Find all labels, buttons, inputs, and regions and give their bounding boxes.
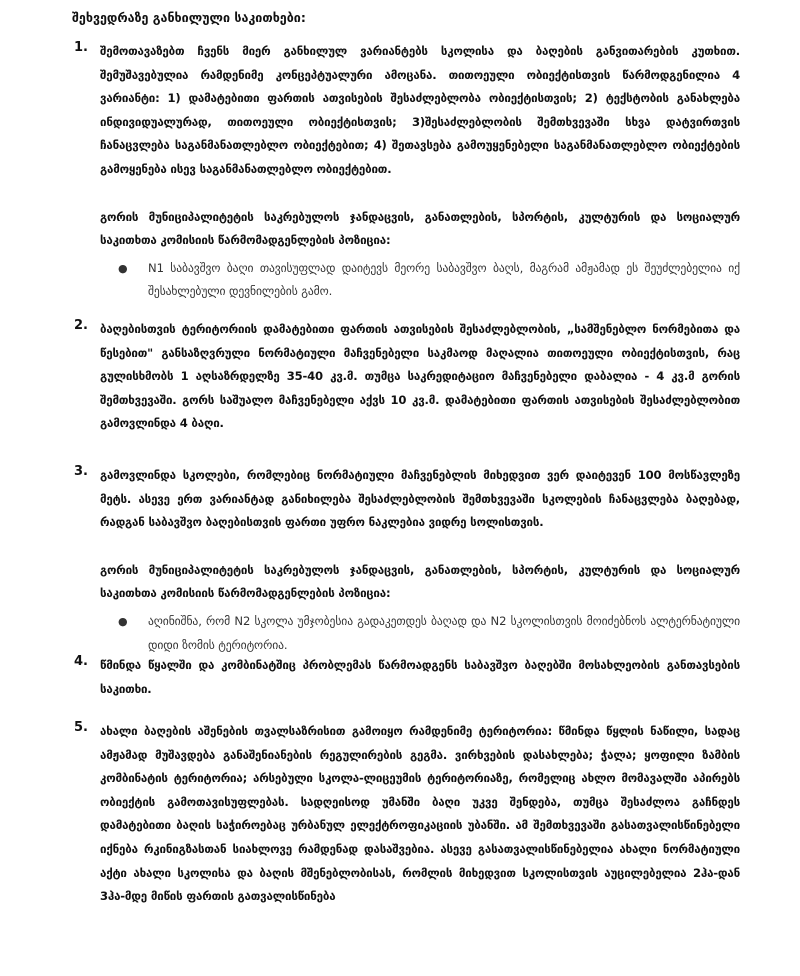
list-item-4 [74, 654, 740, 701]
item-number: 5. [74, 720, 88, 735]
item-text: ახალი ბაღების აშენების თვალსაზრისით გამოიყო რამდენიმე ტერიტორია: წმინდა წყლის ნაწილი, სადაც ამჟამად მუშავდება განაშენიანების რეგულირების გეგმა. ვირხვების დასახლება; ჭალა; ყოფილი ზამბის კომბინატის ტერიტორია; არსებული სკოლა-ლიცეუმის ტერიტორიაზე, რომელიც ახლო მომავალში აპირებს ობიექტის გამოთავისუფლებას. სადღეისოდ უმანში ბაღი უკვე შენდება, თუმცა შესაძლოა გაჩნდეს დამატებითი ბაღის საჭიროებაც ურბანულ ელექტროფიკაციის უბანში. ამ შემთხვევაში გასათვალისწინებელი იქნება რკინიგზასთან სიახლოვე რამდენად დასაშვებია. ასევე გასათვალისწინებელია ახალი ნორმატიული აქტი ახალი სკოლისა და ბაღის მშენებლობისას, რომლის მიხედვით სკოლისთვის აუცილებელია 2ჰა-დან 3ჰა-მდე მიწის ფართის გათვალისწინება [100, 724, 740, 904]
item-text: ბაღებისთვის ტერიტორიის დამატებითი ფართის ათვისების შესაძლებლობის, „სამშენებლო ნორმებითა და წესებით" განსაზღვრული ნორმატიული მაჩვენებელი საკმაოდ მაღალია თითოეული ობიექტისთვის, რაც გულისხმობს 1 აღსაზრდელზე 35-40 კვ.მ. თუმცა საკრედიტაციო მაჩვენებელი დაბალია - 4 კვ.მ გორის შემთხვევაში. გორს საშუალო მაჩვენებელი აქვს 10 კვ.მ. დამატებითი ფართის ათვისების შესაძლებლობით გამოვლინდა 4 ბაღი. [100, 322, 740, 431]
list-item-2 [74, 318, 740, 436]
bullet-icon: ● [118, 261, 128, 275]
commission-position: გორის მუნიციპალიტეტის საკრებულოს ჯანდაცვის, განათლების, სპორტის, კულტურის და სოციალურ საკითხთა კომისიის წარმომადგენლების პოზიცია: [100, 209, 740, 248]
bullet-icon: ● [118, 614, 128, 628]
item-text: გამოვლინდა სკოლები, რომლებიც ნორმატიული მაჩვენებლის მიხედვით ვერ დაიტევენ 100 მოსწავლეზე მეტს. ასევე ერთ ვარიანტად განიხილება შესაძლებლობის შემთხვევაში სკოლების ჩანაცვლება ბაღებად, რადგან საბავშვო ბაღებისთვის ფართი უფრო ნაკლებია ვიდრე სოლისთვის. [100, 468, 740, 530]
list-item-3 [74, 464, 740, 657]
item-number: 2. [74, 318, 88, 333]
list-item-5 [74, 720, 740, 909]
item-text: შემოთავაზებთ ჩვენს მიერ განხილულ ვარიანტებს სკოლისა და ბაღების განვითარების კუთხით. შემუშავებულია რამდენიმე კონცეპტუალური ამოცანა. თითოეული ობიექტისთვის წარმოდგენილია 4 ვარიანტი: 1) დამატებითი ფართის ათვისების შესაძლებლობა ობიექტისთვის; 2) ტექსტობის განახლება ინდივიდუალურად, თითოეული ობიექტისთვის; 3)შესაძლებლობის შემთხვევაში სხვა დატვირთვის ჩანაცვლება საგანმანათლებლო ობიექტებით; 4) შეთავსება გამოუყენებელი საგანმანათლებლო ობიექტების გამოყენება ისევ საგანმანათლებლო ობიექტებით. [100, 44, 740, 176]
bullet-point [100, 610, 740, 657]
bullet-text: აღინიშნა, რომ N2 სკოლა უმჯობესია გადაკეთდეს ბაღად და N2 სკოლისთვის მოიძებნოს ალტერნატიული დიდი ზომის ტერიტორია. [148, 613, 740, 652]
item-number: 3. [74, 464, 88, 479]
item-number: 1. [74, 40, 88, 55]
bullet-text: N1 საბავშვო ბაღი თავისუფლად დაიტევს მეორე საბავშვო ბაღს, მაგრამ ამჟამად ეს შეუძლებელია იქ შესახლებული დევნილების გამო. [148, 260, 740, 299]
commission-position: გორის მუნიციპალიტეტის საკრებულოს ჯანდაცვის, განათლების, სპორტის, კულტურის და სოციალურ საკითხთა კომისიის წარმომადგენლების პოზიცია: [100, 562, 740, 601]
list-item-1 [74, 40, 740, 304]
item-text: წმინდა წყალში და კომბინატშიც პრობლემას წარმოადგენს საბავშვო ბაღებში მოსახლეობის განთავსების საკითხი. [100, 658, 740, 696]
item-number: 4. [74, 654, 88, 669]
bullet-point [100, 257, 740, 304]
document-heading: შეხვედრაზე განხილული საკითხები: [72, 10, 306, 25]
